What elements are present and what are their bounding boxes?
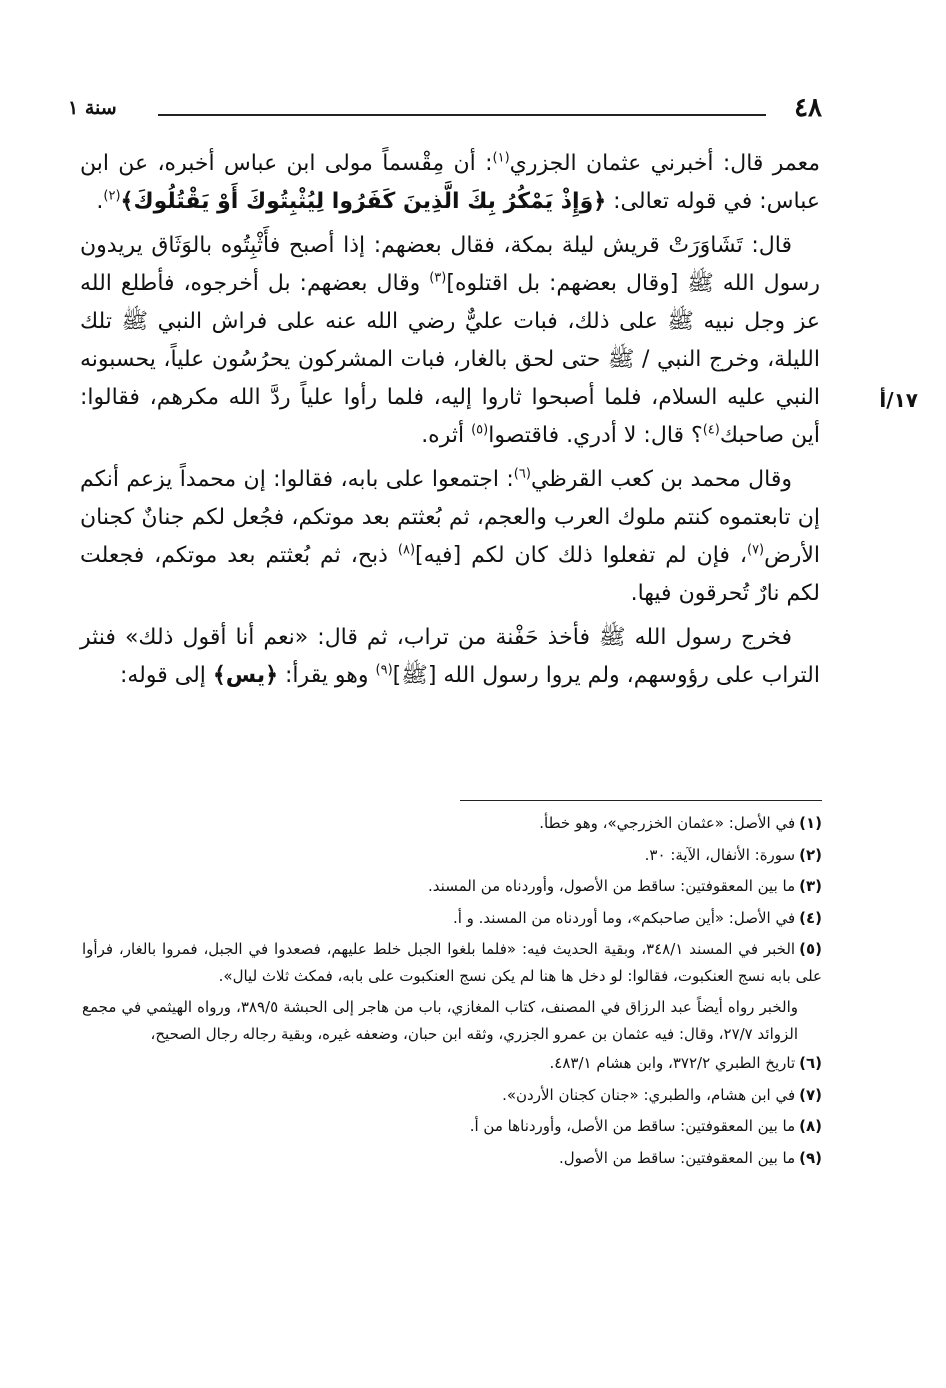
quran-verse: ﴿وَإِذْ يَمْكُرُ بِكَ الَّذِينَ كَفَرُوا لِيُثْبِتُوكَ أَوْ يَقْتُلُوكَ﴾ (120, 189, 607, 214)
text-run: وقال بعضهم: بل أخرجوه، فأطلع الله عز وجل نبيه ﷺ على ذلك، فبات عليٌّ رضي الله عنه على فراش النبي ﷺ تلك الليلة، وخرج النبي / ﷺ حتى لحق بالغار، فبات المشركون يحرُسُون علياً، يحسبونه النبي عليه السلام، فلما أصبحوا ثاروا إليه، فلما رأوا علياً ردَّ الله مكرهم، فقالوا: أين صاحبك (80, 271, 820, 448)
folio-margin-reference: ١٧/أ (879, 388, 918, 412)
footnote-text: سورة: الأنفال، الآية: ٣٠. (644, 845, 796, 864)
running-header (68, 92, 828, 132)
footnote-number: (٩) (799, 1148, 822, 1167)
footnote-text: ما بين المعقوفتين: ساقط من الأصول، وأوردناه من المسند. (428, 877, 796, 895)
footnote (82, 1082, 822, 1109)
footnote-ref-6: (٦) (513, 466, 531, 482)
footnote-ref-2: (٢) (103, 188, 121, 204)
running-title: سنة ١ (68, 97, 117, 119)
footnote-text: الخبر في المسند ٣٤٨/١، وبقية الحديث فيه: «فلما بلغوا الجبل خلط عليهم، فصعدوا في الجبل، فمروا بالغار، فرأوا على بابه نسج العنكبوت، فقالوا: لو دخل ها هنا لم يكن نسج العنكبوت على بابه، فمكث ثلاث ليال». (82, 940, 822, 985)
footnote-number: (٢) (799, 845, 822, 864)
footnote (82, 1050, 822, 1077)
footnote-ref-1: (١) (492, 150, 510, 166)
footnote (82, 905, 822, 932)
text-run: ذبح، ثم بُعثتم بعد موتكم، فجعلت لكم نارٌ تُحرقون فيها. (80, 543, 820, 606)
footnote-ref-3: (٣) (429, 270, 447, 286)
text-run: قال: تَشَاوَرَتْ قريش ليلة بمكة، فقال بعضهم: إذا أصبح فأَثْبِتُوه بالوَثَاق يريدون رسول الله ﷺ [وقال بعضهم: بل اقتلوه] (80, 233, 820, 296)
header-rule (158, 114, 766, 116)
footnote-text: في الأصل: «أين صاحبكم»، وما أوردناه من المسند. و أ. (452, 908, 796, 927)
text-run: معمر قال: أخبرني عثمان الجزري (509, 151, 820, 176)
text-run: ، فإن لم تفعلوا ذلك كان لكم [فيه] (415, 543, 747, 568)
footnote-ref-8: (٨) (397, 542, 416, 558)
footnote-number: (٥) (799, 940, 822, 958)
footnote (82, 810, 822, 837)
text-run: : اجتمعوا على بابه، فقالوا: إن محمداً يزعم أنكم إن تابعتموه كنتم ملوك العرب والعجم، ثم بُعثتم بعد موتكم، فجُعل لكم جنانٌ كجنان الأرض (80, 467, 821, 568)
footnote (82, 1113, 822, 1140)
footnote-number: (١) (799, 814, 822, 832)
footnote-text: ما بين المعقوفتين: ساقط من الأصل، وأوردناها من أ. (469, 1117, 796, 1135)
footnote-ref-5: (٥) (471, 422, 489, 438)
paragraph-4 (80, 619, 820, 695)
footnote-ref-4: (٤) (702, 422, 720, 438)
footnote (82, 842, 822, 869)
quran-verse: ﴿يس﴾ (212, 663, 279, 688)
footnotes (82, 810, 822, 1176)
footnote (82, 1145, 822, 1172)
text-run: . (96, 189, 104, 214)
footnote-text: ما بين المعقوفتين: ساقط من الأصول. (559, 1148, 796, 1167)
footnote-number: (٨) (799, 1117, 822, 1135)
footnote-number: (٤) (799, 908, 822, 927)
footnote-number: (٦) (799, 1054, 822, 1072)
footnote-text: في الأصل: «عثمان الخزرجي»، وهو خطأ. (539, 814, 796, 832)
text-run: ؟ قال: لا أدري. فاقتصوا (488, 423, 703, 448)
footnote-number: (٣) (799, 877, 822, 895)
footnote-number: (٧) (799, 1085, 822, 1104)
text-run: إلى قوله: (119, 663, 213, 688)
footnote-text: في ابن هشام، والطبري: «جنان كجنان الأردن». (502, 1085, 796, 1104)
paragraph-1 (80, 145, 820, 221)
footnote-text: والخبر رواه أيضاً عبد الرزاق في المصنف، كتاب المغازي، باب من هاجر إلى الحبشة ٣٨٩/٥، ورواه الهيثمي في مجمع الزوائد ٢٧/٧، وقال: فيه عثمان بن عمرو الجزري، وثقه ابن حبان، وضعفه غيره، وبقية رجاله رجال الصحيح، (82, 998, 798, 1043)
footnote-continuation (82, 994, 822, 1047)
text-run: فخرج رسول الله ﷺ فأخذ حَفْنة من تراب، ثم قال: «نعم أنا أقول ذلك» فنثر التراب على رؤوسهم، ولم يروا رسول الله [ﷺ] (80, 625, 820, 688)
text-run: أثره. (421, 423, 472, 448)
text-run: : أن مِقْسماً مولى ابن عباس أخبره، عن ابن عباس: في قوله تعالى: (80, 151, 820, 214)
main-text (80, 145, 820, 701)
footnote-ref-7: (٧) (746, 542, 765, 558)
footnote-separator (460, 800, 822, 801)
paragraph-3 (80, 461, 820, 613)
footnote-ref-9: (٩) (375, 662, 393, 678)
text-run: وهو يقرأ: (278, 663, 376, 688)
page-number: ٤٨ (794, 93, 822, 123)
footnote (82, 936, 822, 989)
paragraph-2 (80, 227, 820, 455)
footnote (82, 873, 822, 900)
footnote-text: تاريخ الطبري ٣٧٢/٢، وابن هشام ٤٨٣/١. (549, 1054, 796, 1072)
text-run: وقال محمد بن كعب القرظي (530, 467, 793, 492)
